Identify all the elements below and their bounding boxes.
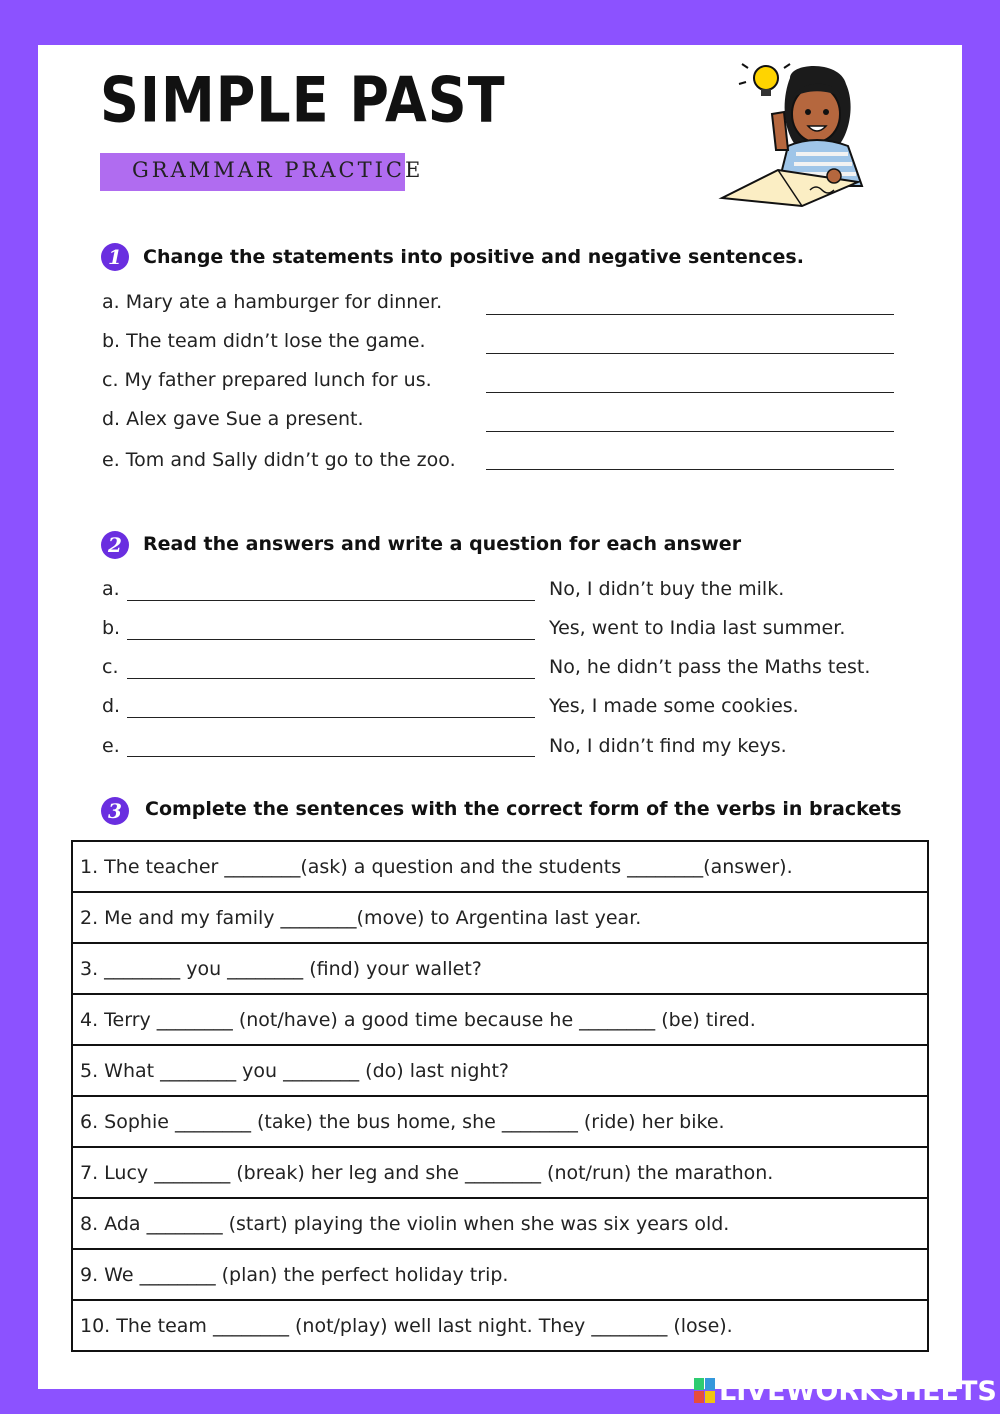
page-title: SIMPLE PAST [100,64,506,137]
page-subtitle: GRAMMAR PRACTICE [132,158,424,182]
table-row [72,1147,928,1198]
exercise-1-item: e. Tom and Sally didn’t go to the zoo. [102,449,456,471]
exercise-2-letter: c. [102,656,119,678]
table-row [72,1249,928,1300]
exercise-2-letter: d. [102,695,121,717]
exercise-2-question-line[interactable] [127,639,535,640]
lightbulb-icon [739,64,790,96]
girl-with-lightbulb-illustration [718,58,868,208]
exercise-1-item: b. The team didn’t lose the game. [102,330,426,352]
exercise-1-answer-line[interactable] [486,314,894,315]
table-row [72,1198,928,1249]
exercise-2-number-badge: 2 [101,531,129,559]
exercise-2-answer: No, he didn’t pass the Maths test. [549,656,871,678]
exercise-2-question-line[interactable] [127,717,535,718]
liveworksheets-brand[interactable] [694,1374,997,1408]
exercise-1-answer-line[interactable] [486,392,894,393]
brand-name: LIVEWORKSHEETS [719,1375,997,1407]
exercise-3-sentence[interactable]: 7. Lucy ________ (break) her leg and she ________ (not/run) the marathon. [72,1147,928,1198]
exercise-1-item: d. Alex gave Sue a present. [102,408,364,430]
exercise-1-instruction: Change the statements into positive and negative sentences. [143,246,804,268]
exercise-1-answer-line[interactable] [486,353,894,354]
exercise-2-answer: No, I didn’t find my keys. [549,735,787,757]
exercise-2-answer: Yes, I made some cookies. [549,695,799,717]
table-row [72,1096,928,1147]
exercise-3-instruction: Complete the sentences with the correct form of the verbs in brackets [145,798,902,820]
exercise-3-sentence[interactable]: 10. The team ________ (not/play) well last night. They ________ (lose). [72,1300,928,1351]
exercise-1-item: a. Mary ate a hamburger for dinner. [102,291,443,313]
exercise-3-table [71,840,929,1352]
exercise-2-instruction: Read the answers and write a question for each answer [143,533,742,555]
liveworksheets-logo-icon [694,1378,716,1404]
exercise-3-sentence[interactable]: 8. Ada ________ (start) playing the violin when she was six years old. [72,1198,928,1249]
exercise-3-sentence[interactable]: 3. ________ you ________ (find) your wallet? [72,943,928,994]
exercise-3-sentence[interactable]: 1. The teacher ________(ask) a question and the students ________(answer). [72,841,928,892]
exercise-1-answer-line[interactable] [486,431,894,432]
exercise-3-number-badge: 3 [101,797,129,825]
exercise-2-question-line[interactable] [127,600,535,601]
exercise-2-answer: No, I didn’t buy the milk. [549,578,785,600]
exercise-1-answer-line[interactable] [486,469,894,470]
exercise-3-sentence[interactable]: 5. What ________ you ________ (do) last night? [72,1045,928,1096]
exercise-3-sentence[interactable]: 6. Sophie ________ (take) the bus home, she ________ (ride) her bike. [72,1096,928,1147]
table-row [72,841,928,892]
exercise-2-letter: b. [102,617,121,639]
table-row [72,943,928,994]
exercise-2-question-line[interactable] [127,756,535,757]
exercise-2-letter: e. [102,735,120,757]
exercise-1-item: c. My father prepared lunch for us. [102,369,432,391]
exercise-3-sentence[interactable]: 2. Me and my family ________(move) to Argentina last year. [72,892,928,943]
exercise-3-sentence[interactable]: 4. Terry ________ (not/have) a good time because he ________ (be) tired. [72,994,928,1045]
table-row [72,1045,928,1096]
exercise-3-sentence[interactable]: 9. We ________ (plan) the perfect holiday trip. [72,1249,928,1300]
table-row [72,1300,928,1351]
exercise-2-letter: a. [102,578,120,600]
exercise-1-number-badge: 1 [101,243,129,271]
exercise-2-question-line[interactable] [127,678,535,679]
exercise-2-answer: Yes, went to India last summer. [549,617,846,639]
table-row [72,892,928,943]
table-row [72,994,928,1045]
